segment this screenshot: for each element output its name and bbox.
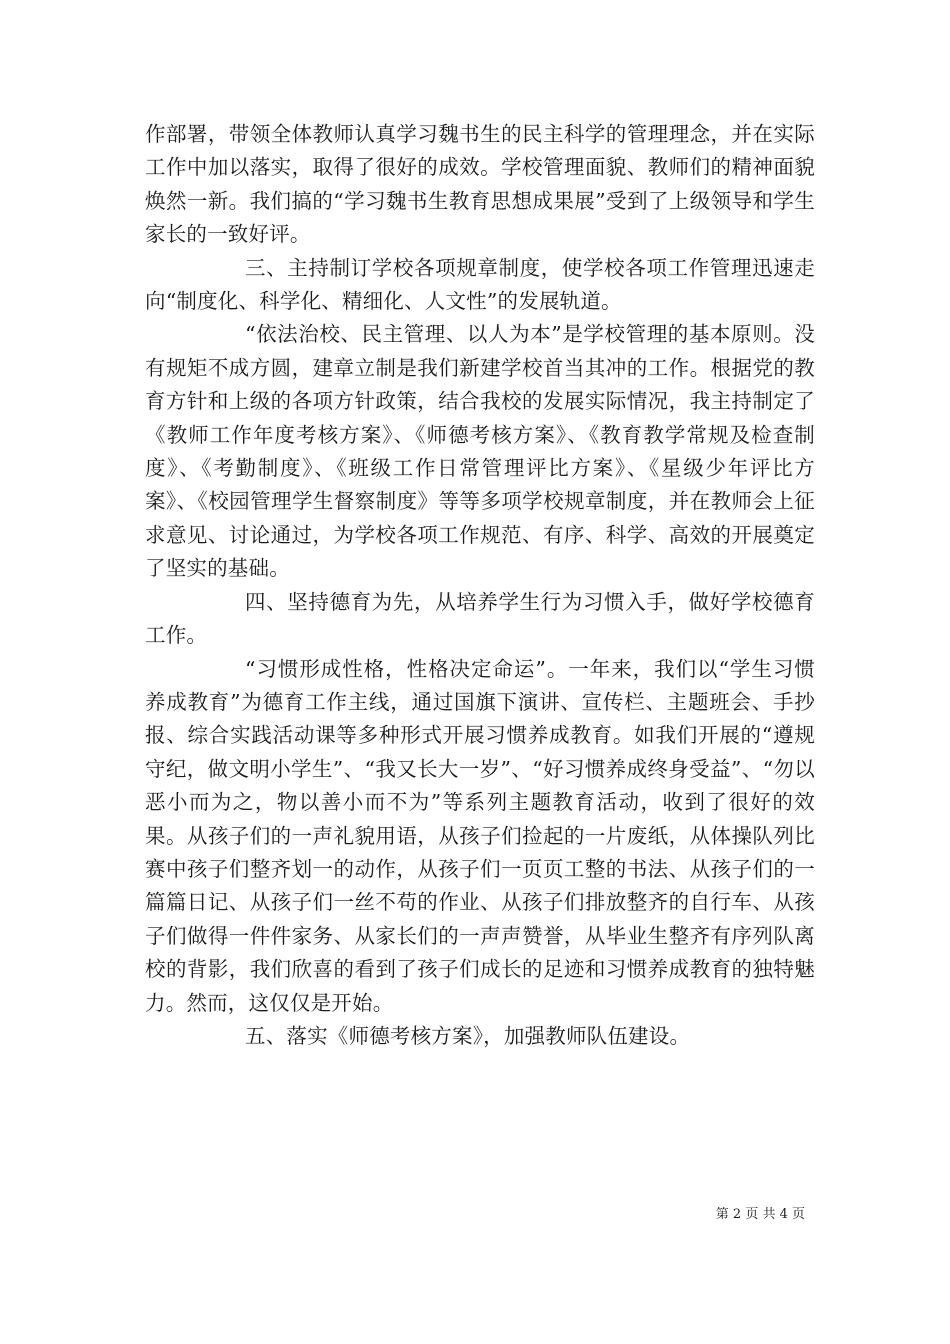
paragraph-continuation: 作部署，带领全体教师认真学习魏书生的民主科学的管理理念，并在实际工作中加以落实，取得了很好的成效。学校管理面貌、教师们的精神面貌焕然一新。我们搞的“学习魏书生教育思想成果展”受到了上级领导和学生家长的一致好评。 [145, 122, 815, 247]
page-number-footer: 第 2 页 共 4 页 [715, 1207, 805, 1222]
body-text [145, 118, 815, 1053]
paragraph-moral-education: “习惯形成性格，性格决定命运”。一年来，我们以“学生习惯养成教育”为德育工作主线，通过国旗下演讲、宣传栏、主题班会、手抄报、综合实践活动课等多种形式开展习惯养成教育。如我们开展的“遵规守纪，做文明小学生”、“我又长大一岁”、“好习惯养成终身受益”、“勿以恶小而为之，物以善小而不为”等系列主题教育活动，收到了很好的效果。从孩子们的一声礼貌用语，从孩子们捡起的一片废纸，从体操队列比赛中孩子们整齐划一的动作，从孩子们一页页工整的书法、从孩子们的一篇篇日记、从孩子们一丝不苟的作业、从孩子们排放整齐的自行车、从孩子们做得一件件家务、从家长们的一声声赞誉，从毕业生整齐有序列队离校的背影，我们欣喜的看到了孩子们成长的足迹和习惯养成教育的独特魅力。然而，这仅仅是开始。 [145, 656, 815, 1015]
paragraph-regulations: “依法治校、民主管理、以人为本”是学校管理的基本原则。没有规矩不成方圆，建章立制是我们新建学校首当其冲的工作。根据党的教育方针和上级的各项方针政策，结合我校的发展实际情况，我主持制定了《教师工作年度考核方案》、《师德考核方案》、《教育教学常规及检查制度》、《考勤制度》、《班级工作日常管理评比方案》、《星级少年评比方案》、《校园管理学生督察制度》等等多项学校规章制度，并在教师会上征求意见、讨论通过，为学校各项工作规范、有序、科学、高效的开展奠定了坚实的基础。 [145, 322, 815, 581]
heading-section-five: 五、落实《师德考核方案》，加强教师队伍建设。 [245, 1023, 691, 1048]
heading-section-three: 三、主持制订学校各项规章制度，使学校各项工作管理迅速走向“制度化、科学化、精细化、人文性”的发展轨道。 [145, 255, 815, 314]
heading-section-four: 四、坚持德育为先，从培养学生行为习惯入手，做好学校德育工作。 [145, 589, 815, 648]
